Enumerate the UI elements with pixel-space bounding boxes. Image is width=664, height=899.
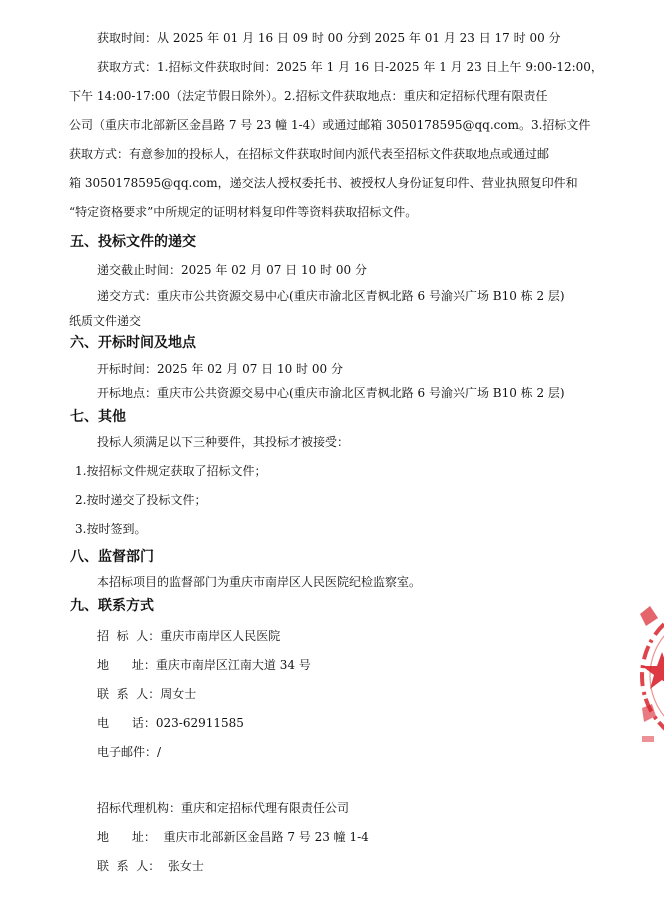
agency-name: 招标代理机构：重庆和定招标代理有限责任公司: [97, 801, 350, 815]
section6-heading: 六、开标时间及地点: [70, 335, 196, 351]
submit-method-line-2: 纸质文件递交: [69, 314, 142, 328]
seal-icon: [636, 596, 664, 756]
section5-heading: 五、投标文件的递交: [70, 234, 196, 250]
get-time: 获取时间：从 2025 年 01 月 16 日 09 时 00 分到 2025 年 01 月 23 日 17 时 00 分: [97, 31, 561, 45]
tenderer-phone: 电 话：023-62911585: [97, 716, 244, 730]
tenderer-contact: 联 系 人：周女士: [97, 687, 197, 701]
official-seal-partial: [636, 596, 664, 756]
opening-place: 开标地点：重庆市公共资源交易中心(重庆市渝北区青枫北路 6 号渝兴广场 B10 栋 2 层): [97, 386, 565, 400]
tenderer-name: 招 标 人：重庆市南岸区人民医院: [97, 629, 281, 643]
opening-time: 开标时间：2025 年 02 月 07 日 10 时 00 分: [97, 362, 343, 376]
get-method-line-6: “特定资格要求”中所规定的证明材料复印件等资料获取招标文件。: [69, 205, 418, 219]
agency-address: 地 址： 重庆市北部新区金昌路 7 号 23 幢 1-4: [97, 830, 369, 844]
supervision-text: 本招标项目的监督部门为重庆市南岸区人民医院纪检监察室。: [97, 575, 422, 589]
get-method-line-1: 获取方式：1.招标文件获取时间：2025 年 1 月 16 日-2025 年 1 月 23 日上午 9:00-12:00，: [97, 60, 603, 74]
submit-deadline: 递交截止时间：2025 年 02 月 07 日 10 时 00 分: [97, 263, 367, 277]
get-method-line-4: 获取方式：有意参加的投标人，在招标文件获取时间内派代表至招标文件获取地点或通过邮: [69, 147, 550, 161]
get-method-line-3: 公司（重庆市北部新区金昌路 7 号 23 幢 1-4）或通过邮箱 3050178595@qq.com。3.招标文件: [69, 118, 591, 132]
tenderer-email: 电子邮件：/: [97, 745, 162, 759]
other-item-3: 3.按时签到。: [75, 522, 147, 536]
tenderer-address: 地 址：重庆市南岸区江南大道 34 号: [97, 658, 311, 672]
other-item-2: 2.按时递交了投标文件；: [75, 493, 207, 507]
get-method-line-2: 下午 14:00-17:00（法定节假日除外）。2.招标文件获取地点：重庆和定招标代理有限责任: [69, 89, 548, 103]
other-intro: 投标人须满足以下三种要件，其投标才被接受：: [97, 435, 350, 449]
section7-heading: 七、其他: [70, 409, 126, 425]
get-method-line-5: 箱 3050178595@qq.com，递交法人授权委托书、被授权人身份证复印件、营业执照复印件和: [69, 176, 578, 190]
submit-method-line-1: 递交方式：重庆市公共资源交易中心(重庆市渝北区青枫北路 6 号渝兴广场 B10 栋 2 层): [97, 289, 565, 303]
agency-contact: 联 系 人： 张女士: [97, 859, 204, 873]
other-item-1: 1.按招标文件规定获取了招标文件；: [75, 464, 267, 478]
section8-heading: 八、监督部门: [70, 549, 154, 565]
section9-heading: 九、联系方式: [70, 598, 154, 614]
